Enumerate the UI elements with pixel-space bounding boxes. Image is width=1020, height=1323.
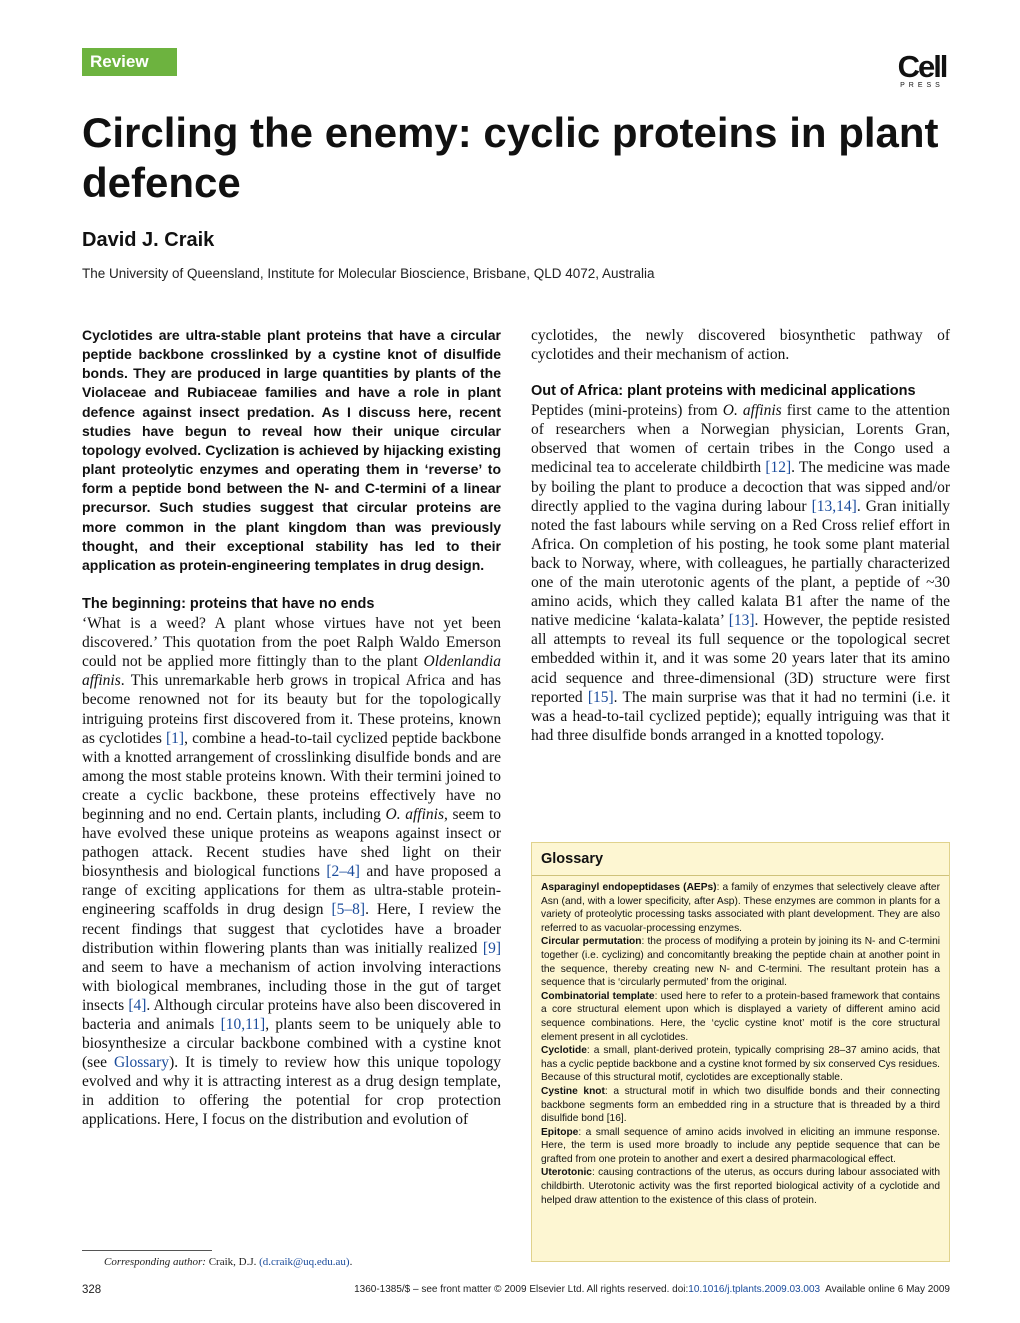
citation-link[interactable]: [12]: [765, 459, 792, 477]
author-affiliation: The University of Queensland, Institute for Molecular Bioscience, Brisbane, QLD 4072, Australia: [82, 266, 655, 281]
glossary-term: Cystine knot: [541, 1085, 605, 1097]
citation-link[interactable]: [4]: [128, 996, 147, 1014]
section-body-beginning: [82, 614, 501, 1130]
glossary-entry: [541, 1085, 940, 1126]
footer-online: Available online 6 May 2009: [820, 1284, 950, 1295]
glossary-entry: [541, 1166, 940, 1207]
logo-sub: PRESS: [900, 82, 944, 89]
text: and have proposed a range of exciting applications for them as ultra-stable protein-engineering scaffolds in drug design: [82, 863, 501, 919]
section-body-africa: [531, 401, 950, 745]
footer-info: [354, 1284, 950, 1295]
glossary-entry: [541, 935, 940, 989]
footnote-divider: [82, 1250, 212, 1251]
glossary-definition: : the process of modifying a protein by joining its N- and C-termini together (i.e. cyclizing) and concomitantly breaking the peptide chain at another point in the sequence, thereby creating new N- and C-termini. The resultant protein has a sequence that is ‘circularly permuted’ from the original.: [541, 936, 940, 989]
glossary-entry: [541, 1126, 940, 1167]
right-intro-text: cyclotides, the newly discovered biosynthetic pathway of cyclotides and their mechanism of action.: [531, 327, 950, 364]
glossary-term: Asparaginyl endopeptidases (AEPs): [541, 882, 717, 893]
glossary-definition: : a family of enzymes that selectively cleave after Asn (and, with a lower specificity, after Asp). These enzymes are common in plants for a variety of proteolytic processing tasks associated with plant development. They are also referred to as vacuolar-processing enzymes.: [541, 882, 940, 934]
citation-link[interactable]: [15]: [587, 688, 614, 706]
glossary-definition: : causing contractions of the uterus, as occurs during labour associated with childbirth. Uterotonic activity was the first reported biological activity of a cyclotide and helped draw attention to the existence of this class of protein.: [541, 1167, 940, 1206]
text: and seem to have a mechanism of action involving interactions with biological membranes, including those in the gut of target insects: [82, 958, 501, 1014]
glossary-term: Cyclotide: [541, 1045, 587, 1057]
footnote-name: Craik, D.J.: [205, 1256, 260, 1268]
footer-issn: 1360-1385/$ – see front matter © 2009 Elsevier Ltd. All rights reserved. doi:: [354, 1284, 689, 1295]
glossary-entry: [541, 881, 940, 935]
glossary-definition: : a structural motif in which two disulfide bonds and their connecting backbone segments form an embedded ring in a structure that is threaded by a third disulfide bond [16].: [541, 1085, 940, 1125]
citation-link[interactable]: [1]: [166, 729, 185, 747]
corresponding-author-footnote: [104, 1256, 352, 1268]
right-column: [531, 326, 950, 745]
text-italic: O. affinis: [385, 805, 444, 823]
text: ‘What is a weed? A plant whose virtues have not yet been discovered.’ This quotation from the poet Ralph Waldo Emerson could not be applied more fittingly than to the plant: [82, 615, 501, 671]
text: . Gran initially noted the fast labours while serving on a Red Cross relief effort in Africa. On completion of his posting, he took some plant material back to Norway, where, with colleagues, he partially characterized one of the main uterotonic agents of the plant, a peptide of ~30 amino acids, which they called kalata B1 after the name of the native medicine ‘kalata-kalata’: [531, 497, 951, 630]
text: . This unremarkable herb grows in tropical Africa and has become renowned not for its beauty but for the topologically intriguing proteins first discovered from it. These proteins, known as cyclotides: [82, 672, 501, 747]
citation-link[interactable]: [13,14]: [811, 497, 857, 515]
glossary-link[interactable]: Glossary: [113, 1054, 170, 1072]
email-link[interactable]: (d.craik@uq.edu.au): [259, 1256, 350, 1268]
citation-link[interactable]: [13]: [728, 612, 755, 630]
page-number: 328: [82, 1284, 102, 1296]
text: . However, the peptide resisted all attempts to reveal its full sequence or the topological secret embedded within it, and it was some 20 years later that its amino acid sequence and three-dimensional (3D) structure were first reported: [531, 612, 950, 706]
glossary-entry: [541, 1044, 940, 1085]
doi-link[interactable]: 10.1016/j.tplants.2009.03.003: [688, 1284, 821, 1295]
text: Peptides (mini-proteins) from: [531, 402, 723, 420]
glossary-title: Glossary: [532, 849, 949, 876]
glossary-term: Circular permutation: [541, 936, 642, 948]
text: first came to the attention of researchers when a Norwegian physician, Lorents Gran, observed that women of certain tribes in the Congo used a medicinal tea to accelerate childbirth: [531, 402, 951, 477]
text: . Here, I review the recent findings that suggest that cyclotides have a broader distribution within flowering plants than was initially realized: [82, 901, 501, 957]
text: . Although circular proteins have also been discovered in bacteria and animals: [82, 996, 501, 1033]
text-italic: O. affinis: [722, 402, 782, 420]
glossary-box: [531, 842, 950, 1262]
article-title: Circling the enemy: cyclic proteins in plant defence: [82, 109, 939, 206]
text: ). It is timely to review how this unique topology evolved and why it is attracting interest as a drug design template, in addition to offering the potential for crop protection applications. Here, I focus on the distribution and evolution of: [82, 1054, 501, 1129]
section-heading-beginning: The beginning: proteins that have no ends: [82, 596, 375, 613]
glossary-definition: : a small sequence of amino acids involved in eliciting an immune response. Here, the term is used more broadly to include any peptide sequence that can be grafted from one protein to another and exert a desired pharmacological effect.: [541, 1126, 940, 1165]
cell-press-logo: [892, 49, 952, 90]
text: , plants seem to be uniquely able to biosynthesize a circular backbone combined with a cystine knot (see: [82, 1016, 501, 1072]
author-name: David J. Craik: [82, 229, 215, 251]
footnote-label: Corresponding author:: [104, 1256, 206, 1268]
review-tag: Review: [82, 48, 177, 76]
glossary-term: Combinatorial template: [541, 990, 655, 1002]
citation-link[interactable]: [2–4]: [326, 863, 360, 881]
text: , seem to have evolved these unique proteins as weapons against insect or pathogen attack. Recent studies have shed light on their biosynthesis and biological functions: [82, 805, 502, 881]
citation-link[interactable]: [10,11]: [220, 1016, 266, 1033]
citation-link[interactable]: [5–8]: [331, 901, 366, 919]
glossary-entry: [541, 990, 940, 1044]
section-heading-africa: Out of Africa: plant proteins with medicinal applications: [531, 383, 916, 400]
text: . The main surprise was that it had no termini (i.e. it was a head-to-tail cyclized peptide); equally intriguing was that it had three disulfide bonds arranged in a knotted topology.: [531, 688, 950, 744]
abstract: Cyclotides are ultra-stable plant proteins that have a circular peptide backbone crosslinked by a cystine knot of disulfide bonds. They are produced in large quantities by plants of the Violaceae and Rubiaceae families and have a role in plant defence against insect predation. As I discuss here, recent studies have begun to reveal how their unique circular topology evolved. Cyclization is achieved by hijacking existing plant proteolytic enzymes and operating them in ‘reverse’ to form a peptide bond between the N- and C-termini of a linear precursor. Such studies suggest that circular proteins are more common in the plant kingdom than was previously thought, and their exceptional stability has led to their application as protein-engineering templates in drug design.: [82, 327, 501, 573]
glossary-definition: : a small, plant-derived protein, typically comprising 28–37 amino acids, that has a cyclic peptide backbone and a cystine knot formed by six conserved Cys residues. Because of this structural motif, cyclotides are exceptionally stable.: [541, 1045, 940, 1084]
footnote-end: .: [349, 1256, 353, 1268]
text: . The medicine was made by boiling the plant to produce a decoction that was sipped and/or directly applied to the vagina during labour: [531, 459, 951, 515]
logo-main: Cell: [897, 49, 947, 84]
glossary-definition: : used here to refer to a protein-based framework that contains a core structural element upon which is displayed a variety of different amino acid sequence combinations. Here, the ‘cyclic cystine knot’ motif is the core structural element present in all cyclotides.: [541, 990, 940, 1043]
glossary-term: Epitope: [541, 1126, 579, 1138]
left-column: [82, 326, 501, 1130]
citation-link[interactable]: [9]: [482, 939, 501, 957]
text-italic: Oldenlandia affinis: [82, 653, 501, 690]
glossary-term: Uterotonic: [541, 1167, 592, 1179]
text: , combine a head-to-tail cyclized peptide backbone with a knotted arrangement of crosslinking disulfide bonds and are among the most stable proteins known. With their termini joined to create a cyclic backbone, these proteins effectively have no beginning and no end. Certain plants, including: [82, 729, 501, 823]
